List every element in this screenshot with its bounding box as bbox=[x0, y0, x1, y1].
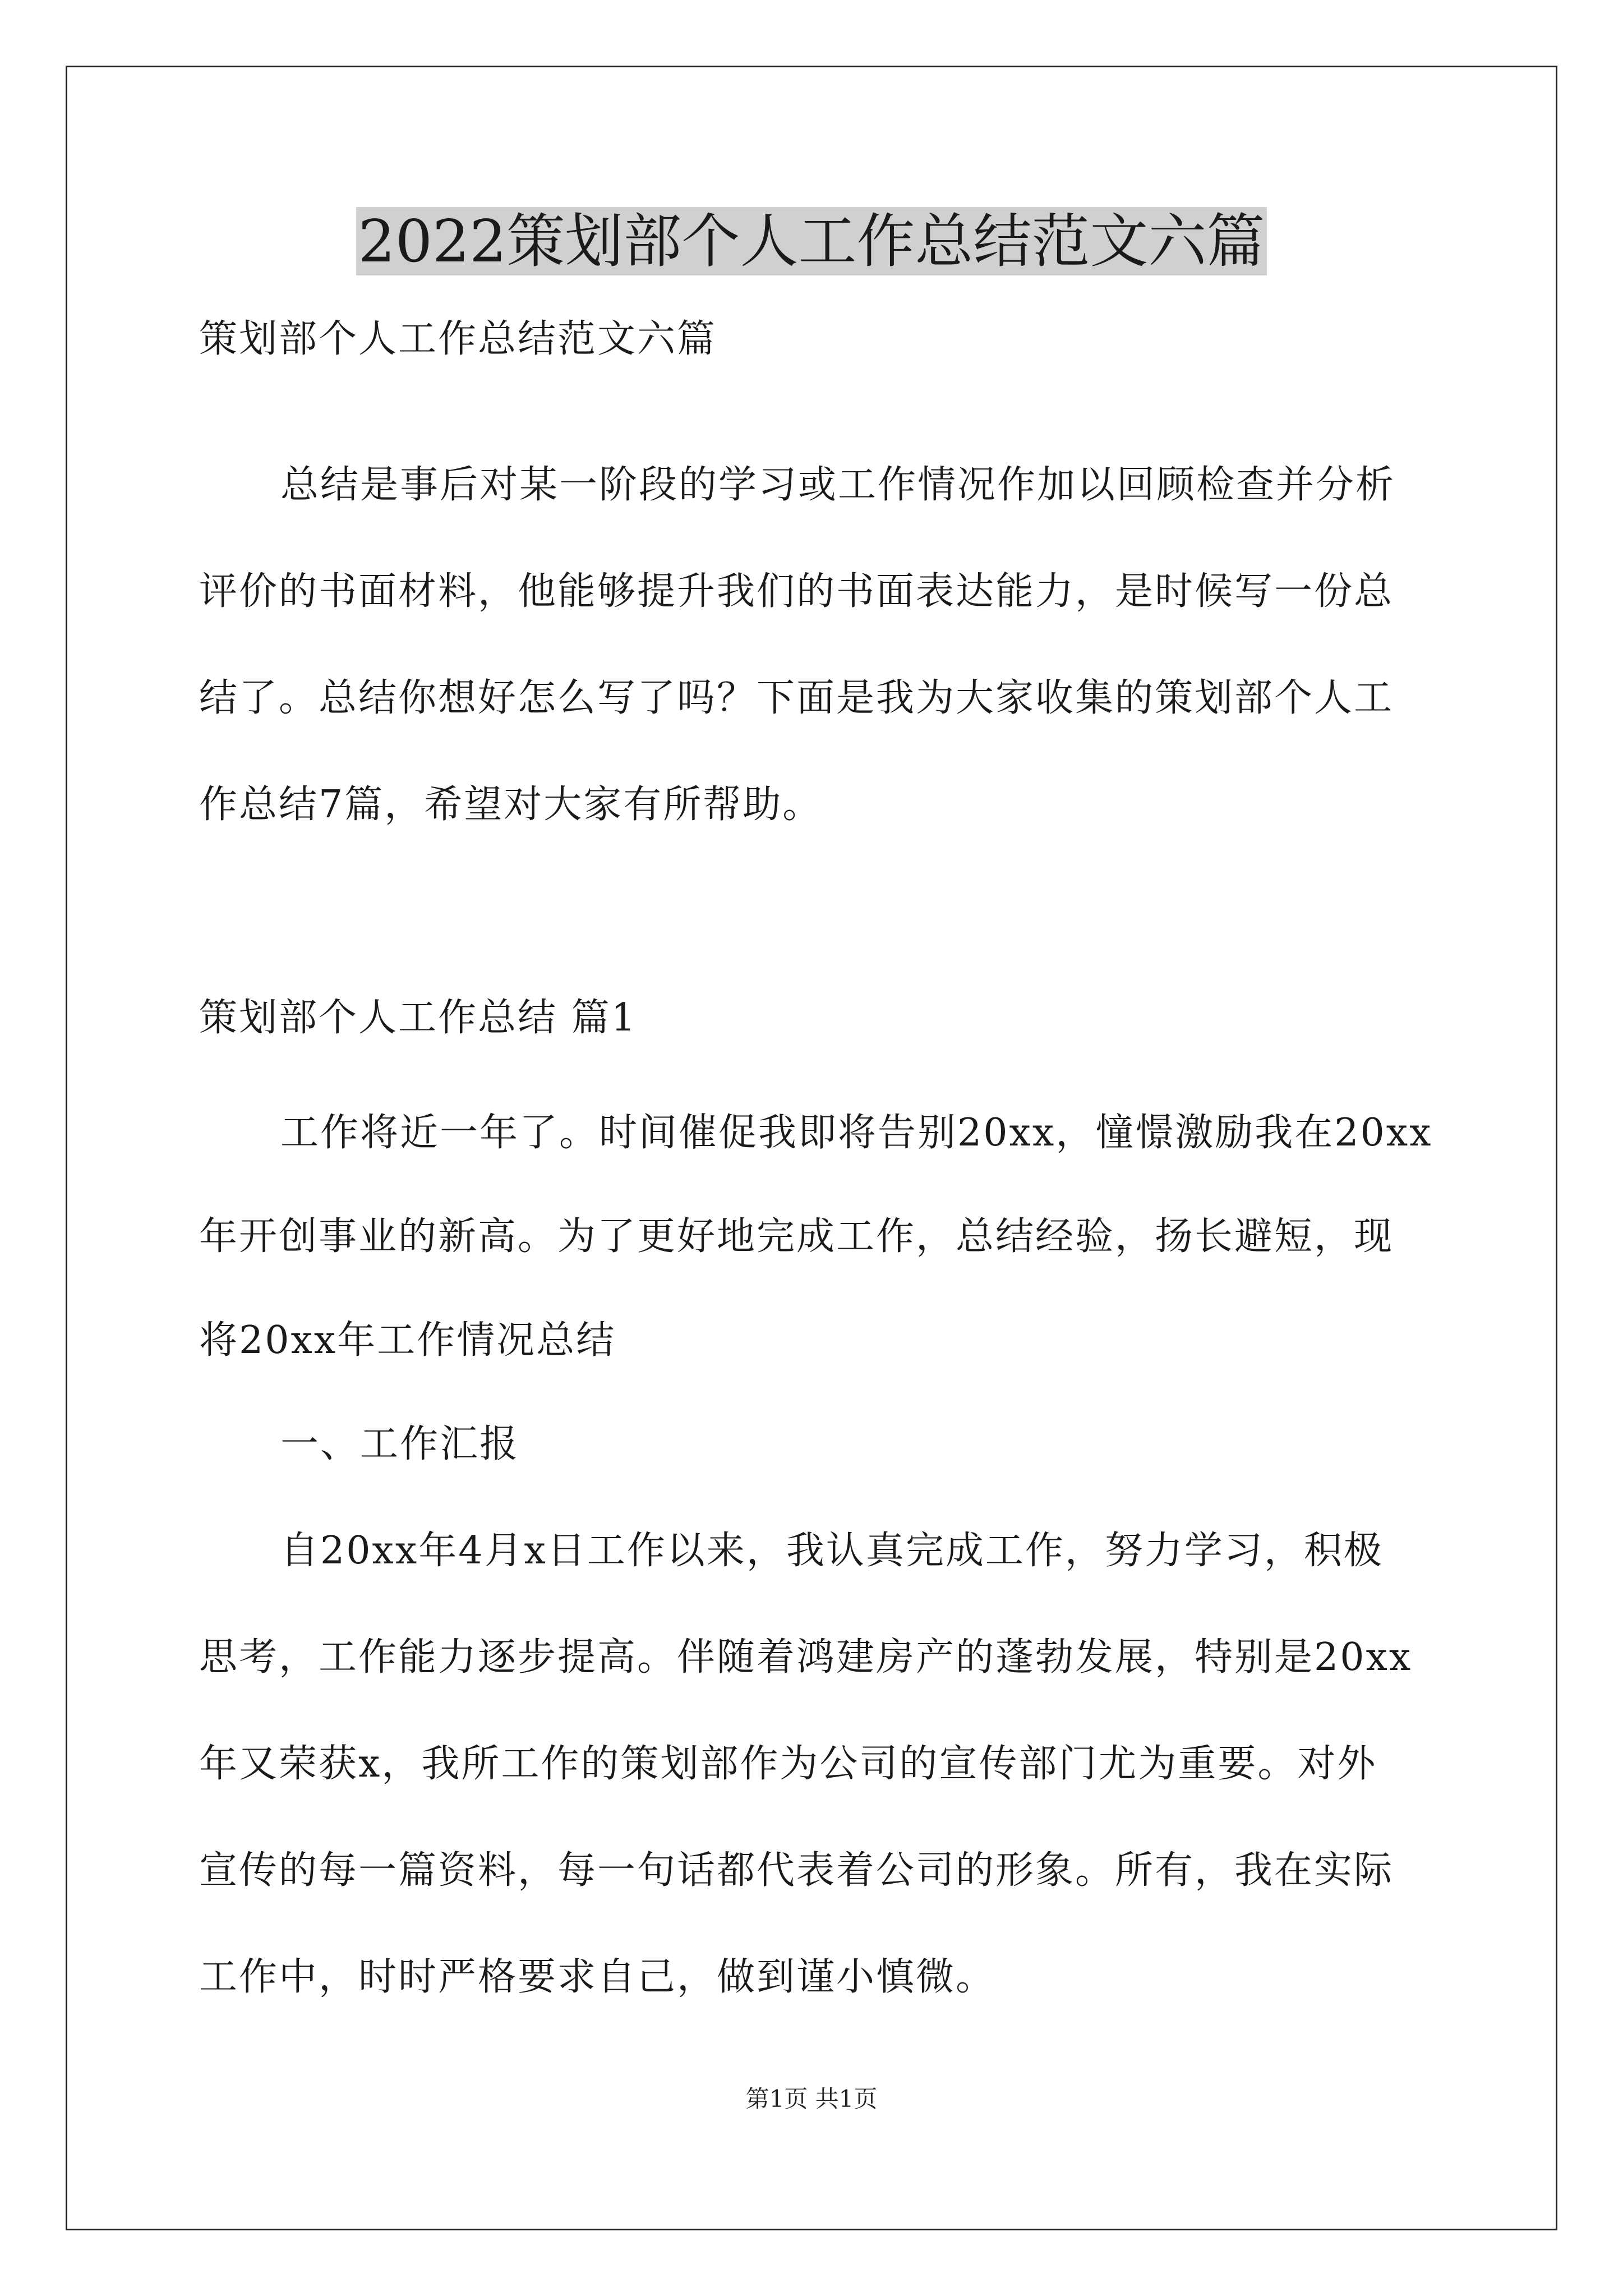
intro-line-3: 结了。总结你想好怎么写了吗？下面是我为大家收集的策划部个人工 bbox=[199, 676, 1394, 720]
section1-para2-line-5: 工作中，时时严格要求自己，做到谨小慎微。 bbox=[199, 1955, 996, 1999]
section1-para1-line-3: 将20xx年工作情况总结 bbox=[199, 1318, 616, 1363]
section1-para2-line-3: 年又荣获x，我所工作的策划部作为公司的宣传部门尤为重要。对外 bbox=[199, 1742, 1377, 1786]
subheading-work-report: 一、工作汇报 bbox=[280, 1422, 520, 1466]
section1-para1-line-1: 工作将近一年了。时间催促我即将告别20xx，憧憬激励我在20xx bbox=[280, 1111, 1433, 1155]
page-footer: 第1页 共1页 bbox=[745, 2085, 878, 2113]
section-heading: 策划部个人工作总结 篇1 bbox=[199, 996, 637, 1040]
document-title bbox=[0, 202, 1623, 280]
document-title-text: 2022策划部个人工作总结范文六篇 bbox=[356, 207, 1267, 275]
intro-line-2: 评价的书面材料，他能够提升我们的书面表达能力，是时候写一份总 bbox=[199, 569, 1394, 614]
intro-line-4: 作总结7篇，希望对大家有所帮助。 bbox=[199, 783, 823, 827]
section1-para2-line-4: 宣传的每一篇资料，每一句话都代表着公司的形象。所有，我在实际 bbox=[199, 1848, 1394, 1893]
document-subtitle: 策划部个人工作总结范文六篇 bbox=[199, 317, 717, 361]
section1-para1-line-2: 年开创事业的新高。为了更好地完成工作，总结经验，扬长避短，现 bbox=[199, 1214, 1394, 1259]
section1-para2-line-2: 思考，工作能力逐步提高。伴随着鸿建房产的蓬勃发展，特别是20xx bbox=[199, 1635, 1413, 1680]
intro-line-1: 总结是事后对某一阶段的学习或工作情况作加以回顾检查并分析 bbox=[280, 463, 1396, 507]
section1-para2-line-1: 自20xx年4月x日工作以来，我认真完成工作，努力学习，积极 bbox=[280, 1529, 1384, 1573]
